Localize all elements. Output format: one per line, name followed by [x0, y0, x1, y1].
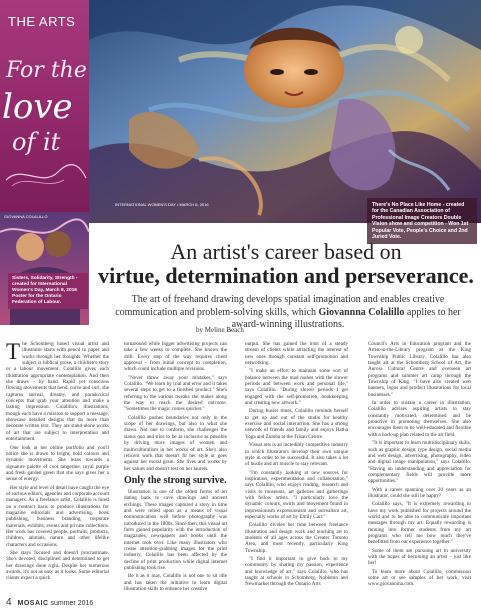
paragraph: She stays focused and doesn't procrastinate. She's devoted, disciplined and determined to get her drawings done right. Despite her numerous awards, it's not as easy as it looks. Some editorial clients expect a quick [6, 550, 109, 582]
paragraph: In order to sustain a career in illustration, Colalillo advises aspiring artists to stay constantly motivated, determined and be proactive in promoting themselves. She also encourages them to be well-educated and flexible with a back-up plan related to the art field. [368, 400, 471, 438]
page-number: 4 [6, 597, 12, 608]
magazine-name: MOSAIC [17, 600, 49, 607]
paragraph: To learn more about Colalillo, commission some art or see samples of her work, visit www.giovannina.com. [368, 568, 471, 588]
banner-love: love [2, 87, 73, 127]
drop-cap: T [6, 339, 21, 364]
article-column-4 [368, 341, 471, 587]
artwork-credit-left: GIOVANNA COLALILLO [4, 214, 48, 219]
paragraph: Her style and level of detail have caught the eye of various editors, agencies and corporate account managers. As a freelance artist, Colalillo is hired on a contract basis to produce illustrations for magazine editorials and advertising, book publishing, business branding, corporate materials, exhibits, events and private collections. Her work has covered people, portraits, products, children, animals, nature and other lifelike characters and occasions. [6, 484, 109, 548]
article-column-2 [124, 341, 227, 593]
paragraph: "Never throw away your mistakes," says Colalillo. "We learn by trial and error and it takes several steps to get to a finished product." She's referring to the various tweaks she makes along the way to reach the desired outcome. "Sometimes the magic comes quicker." [124, 374, 227, 413]
paragraph: Colalillo says, "It is extremely rewarding to have my work published for projects around the world and to be able to communicate important messages through my art. Equally rewarding is running into former students from my art programs who tell me how much they've benefitted from our experience together." [368, 501, 471, 546]
artwork-caption-right: There's No Place Like Home - created for the Canadian Association of Professional Image Creators Double Vision show and competition - Won 1st Popular Vote, People's Choice and 2nd Juried Vote. [367, 198, 477, 244]
banner-of-it: of it [12, 128, 61, 156]
page-footer [6, 597, 93, 608]
paragraph: "I make an effort to maintain some sort of balance between the mad rushes with the slower periods and between work and personal life," says Colalillo. "During slower periods I get engaged with the self-promotion, bookkeeping and creating new artwork." [245, 368, 348, 407]
paragraph: output. She has gained the trust of a steady stream of clients while attracting the interest of new ones through constant self-promotion and networking. [245, 341, 348, 367]
paragraph: During busier times, Colalillo reminds herself to get up and out of the studio for healthy exercise and social interaction. She has a strong network of friends and family and enjoys Hatha Yoga and Zumba at the Trisan Centre. [245, 408, 348, 440]
paragraph: Some of them are pursuing art in university with the hopes of becoming an artist – just like her! [368, 547, 471, 567]
banner-for-the: For the [6, 58, 87, 83]
deck-text-end: applies to her award-winning illustrations. [231, 306, 461, 330]
artwork-caption-left: Sisters, Solidarity, Strength - created for International Women's Day, March 8, 2016 Poster for the Ontario Federation of Labour. [8, 273, 88, 309]
paragraph: With a career spanning over 30 years as an illustrator, could she still be happy? [368, 486, 471, 499]
article-column-1 [6, 341, 109, 587]
deck [103, 294, 473, 332]
paragraph: "I'm constantly looking at new sources for inspiration, experimentation and collaboration," says Colalillo, who enjoys reading, research and visits to museums, art galleries and gatherings with fellow artists. "I particularly love the dynamic colours, swirls and movement found in impressionism expressionism and surrealism art, especially works of art by Emily Carr." [245, 469, 348, 520]
paragraph: Council's Arts in Education program and the Artist-in-the-Library program at the King Township Public Library. Colalillo has also taught art at the Schomberg School of Art, the Aurora Cultural Centre and overseen art programs and summer art camp through the Township of King. "I have also created web banners, logos and product illustrations for local businesses." [368, 341, 471, 398]
headline [96, 240, 476, 288]
paragraph: Visual arts is an incredibly competitive industry in which illustrators develop their own unique style in order to be successful. It also takes a lot of hustle and art muscle to stay relevant. [245, 442, 348, 468]
paragraph: The Schomberg based visual artist and illustrator starts with pencil to paper and works through her thoughts. Whether the subject is biblical prose, a children's story or a labour movement, Colalillo gives each illustration appropriate contemplation. And then she draws – by hand. Rapid yet conscious flowing movements that bend, curve and curl, she captures surreal, dreamy, and paradoxical concepts that grab your attention and make a lasting impression. Colalillo's illustrations, though each have a mission to support a message, showcase detailed designs that do more than decorate written text. They are stand-alone works of art that are subject to interpretation and entertainment. [6, 339, 109, 443]
swirl-ornament-icon [2, 160, 88, 190]
paragraph: Be it as it may, Colalillo is not one to sit idle and has taken the initiative to learn digital illustration skills to enhance her creative [124, 573, 227, 593]
artwork-credit-main: INTERNATIONAL WOMEN'S DAY • MARCH 8, 2016 [115, 202, 209, 207]
headline-line-1: An artist's career based on [170, 239, 402, 264]
subheading: Only the strong survive. [124, 474, 227, 486]
section-label: THE ARTS [8, 14, 76, 29]
section-banner [0, 0, 89, 212]
headline-line-2: virtue, determination and perseverance. [98, 263, 474, 288]
paragraph: Illustration is one of the oldest forms of art dating back to cave drawings and ancient etchings. These images captured a story in time and were relied upon as a means of visual communication well before photography was introduced in the 1800s. Since then, this visual art form gained popularity with the introduction of magazines, newspapers and books until the internet took over. Like many illustrators who create attention-grabbing images for the print industry, Colalillo has been affected by the decline of print production while digital internet publishing took rise. [124, 488, 227, 571]
paragraph: "I find it important to give back to my community by sharing my passion, experience and knowledge of art," says Colalillo, who has taught at schools in Schomberg, Nobleton and Newmarket through the Ontario Arts [245, 556, 348, 588]
article-column-3 [245, 341, 348, 587]
paragraph: turnaround while bigger advertising projects can take a few weeks to complete. She knows the drill. Every step of the way requires client approval – from initial concept to completion, which could include multiple revisions. [124, 341, 227, 373]
deck-subject-name: Giovannna Colalillo [318, 306, 405, 318]
issue-label: summer 2016 [50, 600, 94, 607]
paragraph: Colalillo divides her time between freelance illustration and design work and teaching art to students of all ages across the Greater Toronto Area, and most recently, particularly King Township. [245, 522, 348, 554]
paragraph: "It is important to learn multidisciplinary skills, such as graphic design, type design, social media and web design, advertising, photography, video and digital image manipulation," says Colalillo. "Having an understanding and appreciation for complementary fields will provide more opportunities." [368, 440, 471, 485]
feature-illustration [89, 0, 481, 223]
deck-text: The art of freehand drawing develops spatial imagination and enables creative communication and problem-solving skills, which [115, 294, 445, 318]
byline: by Meline Beach [196, 326, 244, 334]
paragraph: Colalillo pushes boundaries not only in the scope of her drawings, but also in what she draws. Not one to conform, she challenges the status quo and tries to be as inclusive as possible by driving more images of women and multiculturalism in her works of art. She's also reticent work that doesn't fit her style or goes against her moral grain. She lives and works by her values and doesn't rest on her laurels. [124, 414, 227, 472]
paragraph: One look at her online portfolio and you'll notice she is drawn to bright, bold colours and dynamic movements. She leans towards a signature palette of cool tangerine, royal purple and fresh garden green that she says gives her a sense of energy. [6, 444, 109, 483]
